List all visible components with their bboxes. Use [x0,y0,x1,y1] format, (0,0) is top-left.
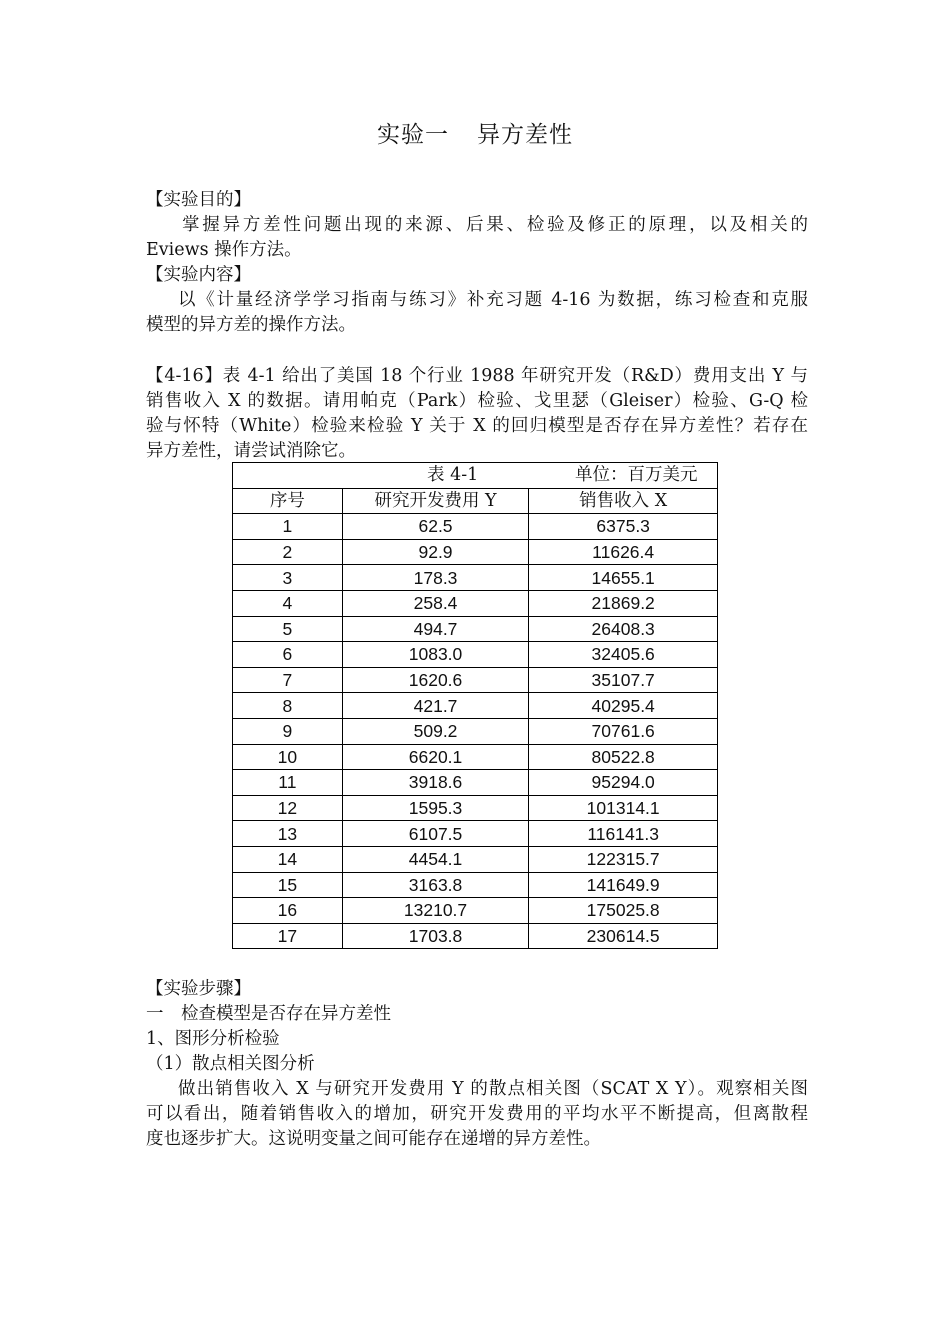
table-cell: 141649.9 [529,872,718,898]
table-cell: 10 [233,744,343,770]
table-cell: 1083.0 [342,642,529,668]
purpose-line-1: 掌握异方差性问题出现的来源、后果、检验及修正的原理，以及相关的 [182,215,808,235]
table-cell: 6375.3 [529,514,718,540]
step-one-heading: 一 检查模型是否存在异方差性 [146,1004,391,1024]
table-cell: 15 [233,872,343,898]
table-row [233,565,718,591]
table-cell: 9 [233,718,343,744]
table-cell: 178.3 [342,565,529,591]
table-row [233,923,718,949]
table-cell: 1620.6 [342,667,529,693]
table-cell: 95294.0 [529,770,718,796]
table-cell: 17 [233,923,343,949]
table-cell: 101314.1 [529,795,718,821]
step-1-1-heading: （1）散点相关图分析 [146,1054,315,1074]
table-row [233,718,718,744]
description-line-2: 可以看出，随着销售收入的增加，研究开发费用的平均水平不断提高，但离散程 [146,1104,808,1124]
table-cell: 230614.5 [529,923,718,949]
page-title [0,116,950,149]
table-cell: 122315.7 [529,846,718,872]
table-row [233,642,718,668]
table-row [233,821,718,847]
table-cell: 1703.8 [342,923,529,949]
table-cell: 7 [233,667,343,693]
table-cell: 258.4 [342,590,529,616]
table-unit: 单位：百万美元 [575,465,698,486]
table-cell: 421.7 [342,693,529,719]
table-cell: 62.5 [342,514,529,540]
table-row [233,693,718,719]
table-cell: 2 [233,539,343,565]
content-line-2: 模型的异方差的操作方法。 [146,315,356,335]
table-row [233,539,718,565]
content-line-1: 以《计量经济学学习指南与练习》补充习题 4-16 为数据，练习检查和克服 [178,290,808,310]
table-cell: 11 [233,770,343,796]
table-cell: 21869.2 [529,590,718,616]
table-cell: 494.7 [342,616,529,642]
table-cell: 116141.3 [529,821,718,847]
table-header-cell: 销售收入 X [529,488,718,514]
table-row [233,872,718,898]
table-header-cell: 研究开发费用 Y [342,488,529,514]
table-cell: 12 [233,795,343,821]
table-cell: 14 [233,846,343,872]
table-cell: 80522.8 [529,744,718,770]
purpose-line-2: Eviews 操作方法。 [146,240,302,260]
section-purpose-heading: 【实验目的】 [146,190,251,210]
table-cell: 4454.1 [342,846,529,872]
table-cell: 13210.7 [342,898,529,924]
table-header-row [233,488,718,514]
table-row [233,744,718,770]
table-cell: 40295.4 [529,693,718,719]
section-steps-heading: 【实验步骤】 [146,979,251,999]
table-cell: 26408.3 [529,616,718,642]
description-line-1: 做出销售收入 X 与研究开发费用 Y 的散点相关图（SCAT X Y）。观察相关图 [178,1079,808,1099]
table-cell: 16 [233,898,343,924]
table-row [233,590,718,616]
table-cell: 4 [233,590,343,616]
table-cell: 13 [233,821,343,847]
table-row [233,770,718,796]
exercise-line-1: 【4-16】表 4-1 给出了美国 18 个行业 1988 年研究开发（R&D）费用支出 Y 与 [146,366,808,386]
table-row [233,898,718,924]
table-cell: 14655.1 [529,565,718,591]
data-table [232,462,718,949]
table-header-cell: 序号 [233,488,343,514]
section-content-heading: 【实验内容】 [146,265,251,285]
table-caption: 表 4-1 [427,465,479,486]
table-caption-row [233,463,718,489]
exercise-line-3: 验与怀特（White）检验来检验 Y 关于 X 的回归模型是否存在异方差性？若存在 [146,416,808,436]
table-cell: 6 [233,642,343,668]
table-caption-cell [233,463,718,489]
table-cell: 175025.8 [529,898,718,924]
table-row [233,667,718,693]
table-row [233,846,718,872]
table-cell: 92.9 [342,539,529,565]
table-row [233,616,718,642]
table-cell: 509.2 [342,718,529,744]
table-cell: 3918.6 [342,770,529,796]
table-cell: 1 [233,514,343,540]
table-cell: 8 [233,693,343,719]
title-part2: 异方差性 [477,122,573,148]
exercise-line-2: 销售收入 X 的数据。请用帕克（Park）检验、戈里瑟（Gleiser）检验、G-Q 检 [146,391,808,411]
table-cell: 6620.1 [342,744,529,770]
table-cell: 5 [233,616,343,642]
table-cell: 11626.4 [529,539,718,565]
table-row [233,514,718,540]
table-cell: 3 [233,565,343,591]
table-row [233,795,718,821]
table-cell: 70761.6 [529,718,718,744]
description-line-3: 度也逐步扩大。这说明变量之间可能存在递增的异方差性。 [146,1129,601,1149]
exercise-line-4: 异方差性，请尝试消除它。 [146,441,356,461]
table-cell: 3163.8 [342,872,529,898]
table-cell: 32405.6 [529,642,718,668]
step-1-heading: 1、图形分析检验 [146,1029,280,1049]
title-part1: 实验一 [377,122,449,148]
table-cell: 35107.7 [529,667,718,693]
table-cell: 1595.3 [342,795,529,821]
table-cell: 6107.5 [342,821,529,847]
